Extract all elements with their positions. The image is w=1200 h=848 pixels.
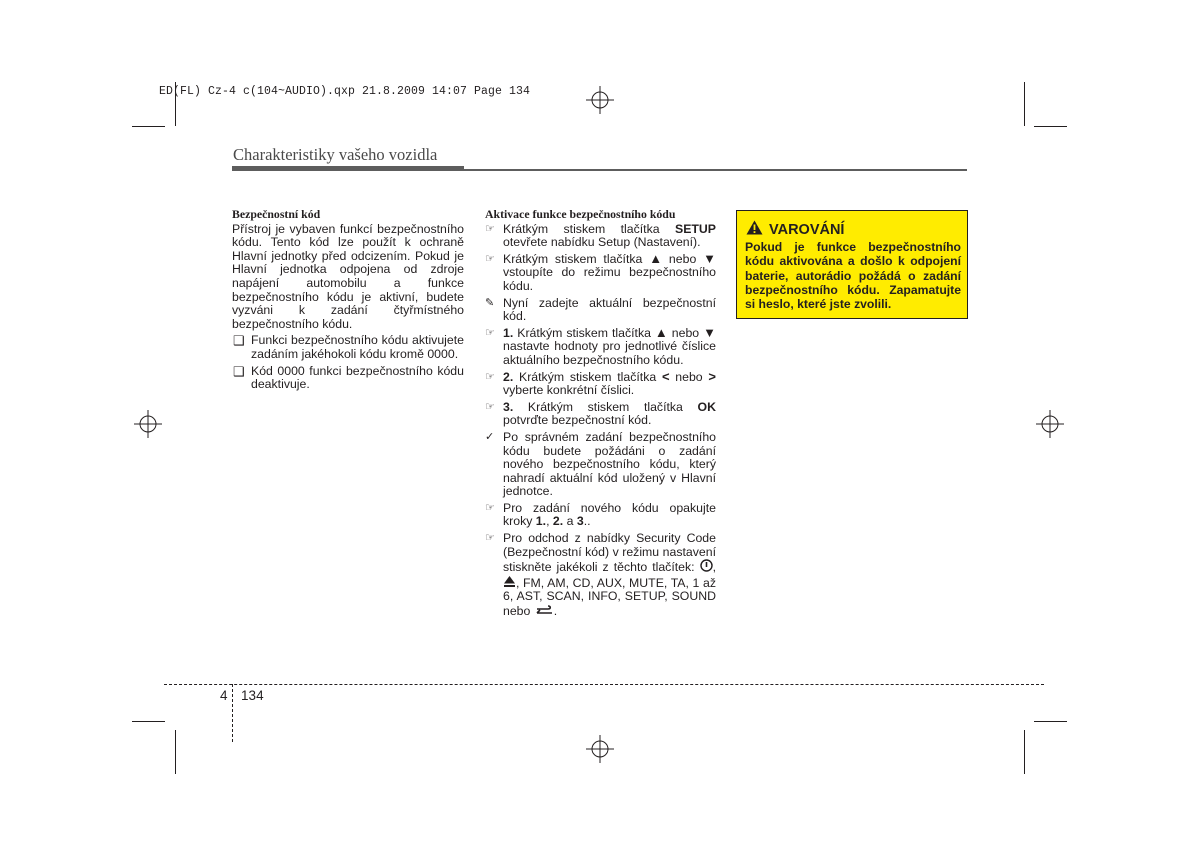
print-slug: ED(FL) Cz-4 c(104~AUDIO).qxp 21.8.2009 14:07 Page 134 [159, 85, 531, 98]
pointing-hand-icon: ☞ [485, 501, 495, 514]
heading-activation: Aktivace funkce bezpečnostního kódu [485, 207, 676, 221]
pointing-hand-icon: ☞ [485, 326, 495, 339]
crop-mark [1024, 730, 1025, 774]
step-ref: 2. [552, 514, 564, 529]
list-item [485, 223, 716, 250]
list-item [485, 431, 716, 499]
list-item [485, 368, 716, 398]
ok-key-label: OK [697, 399, 716, 414]
registration-mark-icon [134, 410, 162, 438]
page-number-value: 134 [241, 688, 264, 703]
pointing-hand-icon: ☞ [485, 252, 495, 265]
step-ref: 3 [576, 514, 584, 529]
footer-rule [164, 684, 1044, 685]
warning-title-text: VAROVÁNÍ [769, 222, 845, 238]
step-text: Nyní zadejte aktuální bezpečnostní kód. [503, 295, 716, 324]
list-item-text: Funkci bezpečnostního kódu aktivujete zadáním jakéhokoli kódu kromě 0000. [251, 333, 464, 361]
pencil-icon: ✎ [485, 296, 495, 309]
step-text: , FM, AM, CD, AUX, MUTE, TA, 1 až 6, AST, SCAN, INFO, SETUP, SOUND nebo [503, 575, 716, 619]
back-arrow-icon [534, 604, 554, 616]
step-text: a [563, 514, 577, 529]
step-text: Pro odchod z nabídky Security Code (Bezpečnostní kód) v režimu nastavení stiskněte jakékoli z těchto tlačítek: [503, 531, 716, 575]
step-text: vyberte konkrétní číslici. [503, 383, 635, 398]
step-text: nebo [669, 369, 709, 384]
crop-mark [132, 126, 165, 127]
step-text: nebo [667, 325, 704, 340]
registration-mark-icon [586, 735, 614, 763]
header-rule [464, 169, 967, 171]
crop-mark [1034, 126, 1067, 127]
list-item [485, 297, 716, 324]
chapter-number: 4 [220, 688, 228, 703]
step-text: potvrďte bezpečnostní kód. [503, 413, 652, 428]
step-text: vstoupíte do režimu bezpečnostního kódu. [503, 265, 716, 293]
step-text: otevřete nabídku Setup (Nastavení). [503, 235, 701, 250]
page-number [220, 688, 264, 703]
step-text: , [712, 560, 716, 575]
checkbox-bullet-icon: ❑ [233, 363, 245, 379]
warning-icon [746, 220, 763, 235]
right-column [485, 208, 716, 619]
step-text: nebo [662, 251, 704, 266]
step-text: Pro zadání nového kódu opakujte kroky [503, 500, 716, 529]
eject-icon [503, 575, 516, 588]
header-rule [232, 166, 464, 171]
step-number: 2. [503, 369, 514, 384]
registration-mark-icon [586, 86, 614, 114]
right-chevron-icon: > [708, 368, 716, 384]
list-item [485, 401, 716, 428]
step-text: . [553, 604, 558, 619]
warning-text: Pokud je funkce bezpečnostního kódu aktivována a došlo k odpojení baterie, autorádio požádá o zadání bezpečnostního kódu. Zapamatujte si heslo, které jste zvolili. [745, 240, 961, 312]
setup-key-label: SETUP [675, 221, 716, 236]
list-item [232, 365, 464, 392]
step-number: 3. [503, 399, 514, 414]
left-column [232, 208, 464, 392]
left-chevron-icon: < [661, 368, 670, 384]
crop-mark [1034, 721, 1067, 722]
section-title: Charakteristiky vašeho vozidla [233, 145, 438, 164]
power-icon [700, 559, 713, 572]
step-number: 1. [503, 325, 514, 340]
checkmark-icon: ✓ [485, 430, 495, 443]
warning-title [746, 220, 844, 238]
step-text: Krátkým stiskem tlačítka [513, 325, 655, 340]
list-item [485, 532, 716, 619]
list-item [485, 324, 716, 368]
list-item [485, 250, 716, 294]
step-text: Krátkým stiskem tlačítka [503, 251, 650, 266]
list-item [485, 502, 716, 529]
step-text: Krátkým stiskem tlačítka [503, 221, 675, 236]
step-text: nastavte hodnoty pro jednotlivé číslice aktuálního bezpečnostního kódu. [503, 339, 716, 367]
list-item-text: Kód 0000 funkci bezpečnostního kódu deaktivuje. [251, 363, 464, 392]
step-text: .. [583, 514, 591, 529]
crop-mark [1024, 82, 1025, 126]
intro-paragraph: Přístroj je vybaven funkcí bezpečnostního kódu. Tento kód lze použít k ochraně Hlavní jednotky před odcizením. Pokud je Hlavní jednotka odpojena od zdroje napájení automobilu a funkce bezpečnostního kódu je aktivní, budete vyzváni k zadání čtyřmístného bezpečnostního kódu. [232, 221, 464, 331]
step-ref: 1. [535, 514, 547, 529]
down-arrow-icon: ▼ [703, 324, 716, 340]
pointing-hand-icon: ☞ [485, 370, 495, 383]
pointing-hand-icon: ☞ [485, 222, 495, 235]
list-item [232, 334, 464, 361]
step-text: Krátkým stiskem tlačítka [513, 399, 698, 414]
up-arrow-icon: ▲ [649, 250, 663, 266]
up-arrow-icon: ▲ [654, 324, 668, 340]
checkbox-bullet-icon: ❑ [233, 333, 245, 349]
down-arrow-icon: ▼ [703, 250, 716, 266]
warning-box [736, 210, 968, 319]
step-text: Krátkým stiskem tlačítka [513, 369, 662, 384]
step-text: , [546, 514, 553, 529]
pointing-hand-icon: ☞ [485, 532, 495, 545]
heading-security-code: Bezpečnostní kód [232, 207, 321, 221]
registration-mark-icon [1036, 410, 1064, 438]
crop-mark [175, 730, 176, 774]
step-text: Po správném zadání bezpečnostního kódu budete požádáni o zadání nového bezpečnostního kódu, který nahradí aktuální kód uložený v Hlavní jednotce. [503, 429, 716, 499]
pointing-hand-icon: ☞ [485, 400, 495, 413]
crop-mark [132, 721, 165, 722]
